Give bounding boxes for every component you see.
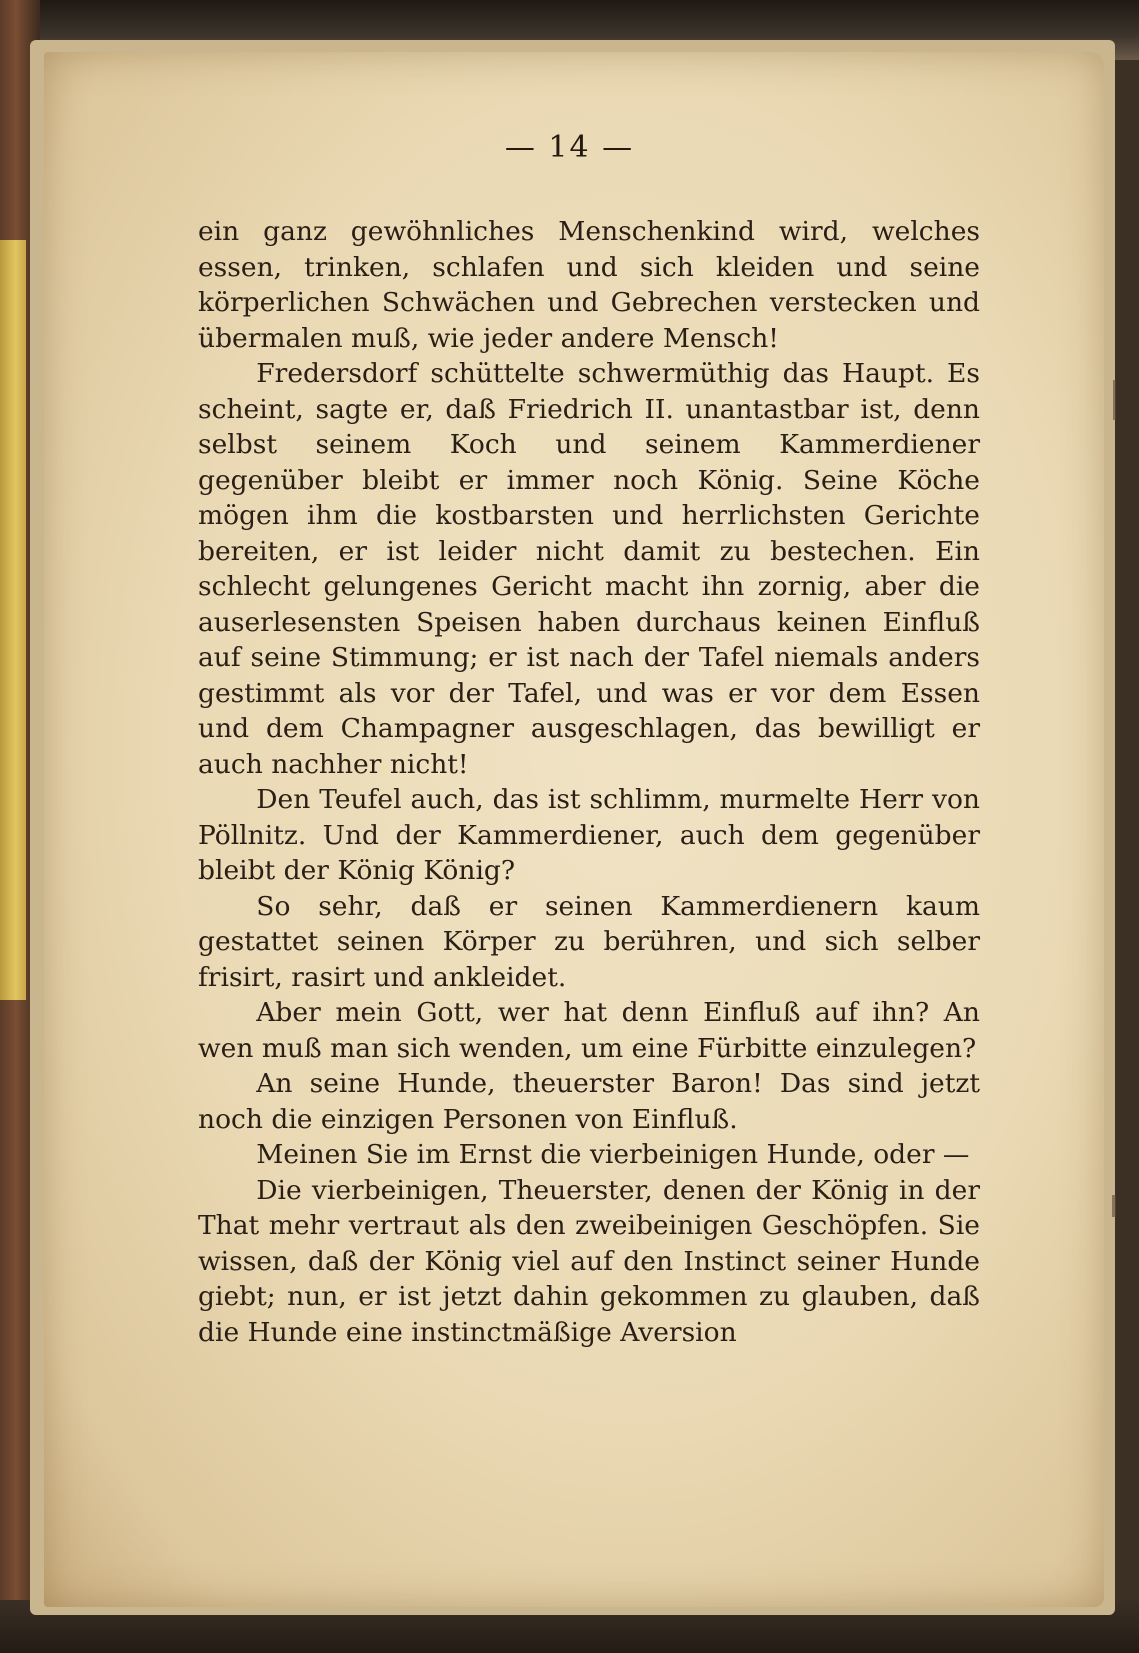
- paragraph: ein ganz gewöhnliches Menschenkind wird, welches essen, trinken, schlafen und sich kleiden und seine körperlichen Schwächen und Gebrechen verstecken und übermalen muß, wie jeder andere Mensch!: [198, 216, 980, 354]
- paragraph: Meinen Sie im Ernst die vierbeinigen Hunde, oder —: [256, 1139, 970, 1170]
- paragraph: An seine Hunde, theuerster Baron! Das sind jetzt noch die einzigen Personen von Einfluß.: [198, 1068, 980, 1135]
- paragraph: Die vierbeinigen, Theuerster, denen der König in der That mehr vertraut als den zweibeinigen Geschöpfen. Sie wissen, daß der König viel auf den Instinct seiner Hunde giebt; nun, er ist jetzt dahin gekommen zu glauben, daß die Hunde eine instinctmäßige Aversion: [198, 1174, 980, 1348]
- page-edge-mark: [1112, 1195, 1116, 1217]
- paragraph: Aber mein Gott, wer hat denn Einfluß auf ihn? An wen muß man sich wenden, um eine Fürbitte einzulegen?: [198, 997, 980, 1064]
- paragraph: Den Teufel auch, das ist schlimm, murmelte Herr von Pöllnitz. Und der Kammerdiener, auch dem gegenüber bleibt der König König?: [198, 784, 980, 886]
- paragraph: So sehr, daß er seinen Kammerdienern kaum gestattet seinen Körper zu berühren, und sich selber frisirt, rasirt und ankleidet.: [198, 890, 980, 993]
- binding-label-strip: [0, 240, 26, 1000]
- body-text: [198, 214, 980, 1350]
- page-number: — 14 —: [504, 130, 635, 165]
- paragraph: Fredersdorf schüttelte schwermüthig das Haupt. Es scheint, sagte er, daß Friedrich II. unantastbar ist, denn selbst seinem Koch und seinem Kammerdiener gegenüber bleibt er immer noch König. Seine Köche mögen ihm die kostbarsten und herrlichsten Gerichte bereiten, er ist leider nicht damit zu bestechen. Ein schlecht gelungenes Gericht macht ihn zornig, aber die auserlesensten Speisen haben durchaus keinen Einfluß auf seine Stimmung; er ist nach der Tafel niemals anders gestimmt als vor der Tafel, und was er vor dem Essen und dem Champagner ausgeschlagen, das bewilligt er auch nachher nicht!: [198, 358, 980, 780]
- page-edge-mark: [1113, 380, 1116, 420]
